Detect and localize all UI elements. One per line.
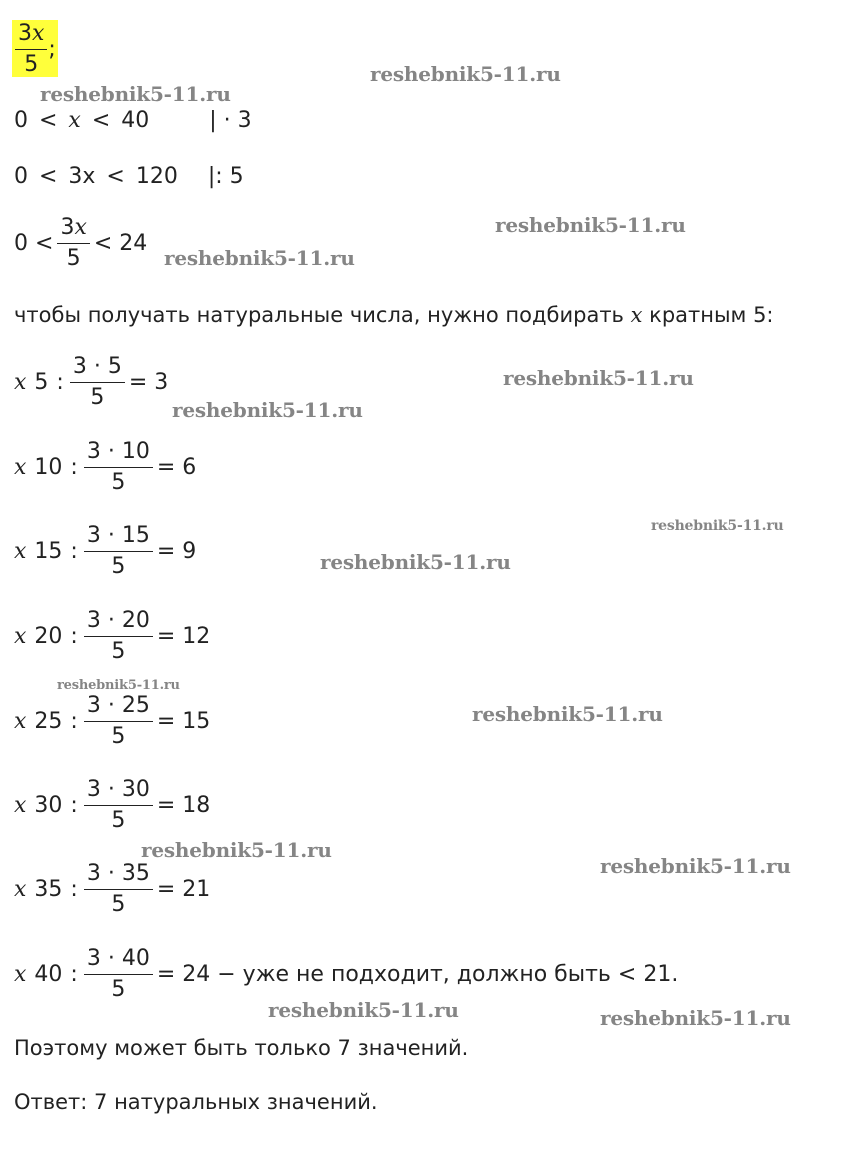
explanation-text: чтобы получать натуральные числа, нужно подбирать x кратным 5:	[14, 303, 774, 327]
division-sign: :	[70, 962, 78, 988]
fraction-denominator: 5	[84, 974, 153, 1002]
fraction-numerator: 3 · 15	[86, 523, 150, 548]
inequality-left: 0 <	[14, 231, 54, 257]
calculation-row	[14, 694, 210, 749]
fraction-numerator: 3x	[18, 21, 45, 46]
fraction	[57, 216, 89, 271]
fraction-denominator: 5	[15, 49, 47, 77]
x-value: 30	[34, 793, 63, 819]
fraction-suffix: ;	[48, 37, 56, 63]
x-value: 10	[34, 455, 63, 481]
fraction	[84, 694, 153, 749]
result-value: = 15	[156, 709, 211, 735]
fraction-denominator: 5	[84, 805, 153, 833]
fraction	[84, 947, 153, 1002]
fraction	[84, 524, 153, 579]
inequality-line-1	[14, 108, 252, 133]
result-value: = 6	[156, 455, 197, 481]
division-sign: :	[56, 370, 64, 396]
inequality-op: |: 5	[207, 164, 244, 189]
fraction-denominator: 5	[70, 382, 125, 410]
result-comment: − уже не подходит, должно быть < 21.	[210, 962, 679, 988]
variable-x: x	[14, 370, 27, 396]
inequality-line-3	[14, 216, 147, 271]
variable-x: x	[14, 709, 27, 735]
conclusion-text: Поэтому может быть только 7 значений.	[14, 1036, 469, 1060]
division-sign: :	[70, 624, 78, 650]
calculation-row	[14, 947, 678, 1002]
variable-x: x	[14, 624, 27, 650]
watermark: reshebnik5-11.ru	[651, 518, 784, 534]
variable-x: x	[14, 962, 27, 988]
result-value: = 12	[156, 624, 211, 650]
watermark: reshebnik5-11.ru	[472, 702, 663, 726]
x-value: 25	[34, 709, 63, 735]
fraction-numerator: 3 · 25	[86, 693, 150, 718]
inequality-line-2	[14, 164, 244, 189]
watermark: reshebnik5-11.ru	[600, 854, 791, 878]
calculation-row	[14, 862, 210, 917]
division-sign: :	[70, 709, 78, 735]
variable-x: x	[14, 877, 27, 903]
result-value: = 21	[156, 877, 211, 903]
fraction	[84, 862, 153, 917]
fraction-denominator: 5	[57, 243, 89, 271]
fraction-numerator: 3 · 35	[86, 861, 150, 886]
fraction-numerator: 3 · 30	[86, 777, 150, 802]
x-value: 15	[34, 539, 63, 565]
x-value: 5	[34, 370, 49, 396]
calculation-row	[14, 524, 196, 579]
watermark: reshebnik5-11.ru	[600, 1006, 791, 1030]
answer-text: Ответ: 7 натуральных значений.	[14, 1090, 378, 1114]
fraction	[15, 22, 47, 77]
watermark: reshebnik5-11.ru	[370, 62, 561, 86]
calculation-row	[14, 778, 210, 833]
inequality-expr: 0 < x < 40	[14, 108, 150, 133]
fraction-denominator: 5	[84, 889, 153, 917]
fraction-numerator: 3 · 40	[86, 946, 150, 971]
division-sign: :	[70, 877, 78, 903]
watermark: reshebnik5-11.ru	[172, 398, 363, 422]
fraction-numerator: 3x	[60, 215, 87, 240]
fraction-denominator: 5	[84, 467, 153, 495]
result-value: = 9	[156, 539, 197, 565]
inequality-op: | · 3	[209, 108, 252, 133]
header-fraction	[12, 20, 58, 77]
calculation-row	[14, 609, 210, 664]
result-value: = 24	[156, 962, 211, 988]
variable-x: x	[14, 793, 27, 819]
result-value: = 18	[156, 793, 211, 819]
highlight-mark	[12, 20, 58, 77]
division-sign: :	[70, 455, 78, 481]
fraction-denominator: 5	[84, 636, 153, 664]
x-value: 20	[34, 624, 63, 650]
calculation-row	[14, 440, 196, 495]
watermark: reshebnik5-11.ru	[164, 246, 355, 270]
fraction	[84, 778, 153, 833]
division-sign: :	[70, 793, 78, 819]
inequality-right: < 24	[93, 231, 148, 257]
watermark: reshebnik5-11.ru	[503, 366, 694, 390]
result-value: = 3	[128, 370, 169, 396]
variable-x: x	[14, 539, 27, 565]
watermark: reshebnik5-11.ru	[495, 213, 686, 237]
watermark: reshebnik5-11.ru	[268, 998, 459, 1022]
calculation-row	[14, 355, 168, 410]
watermark: reshebnik5-11.ru	[141, 838, 332, 862]
x-value: 40	[34, 962, 63, 988]
x-value: 35	[34, 877, 63, 903]
fraction-numerator: 3 · 5	[72, 354, 122, 379]
watermark: reshebnik5-11.ru	[57, 678, 180, 693]
fraction	[84, 440, 153, 495]
inequality-expr: 0 < 3x < 120	[14, 164, 178, 189]
variable-x: x	[14, 455, 27, 481]
fraction-numerator: 3 · 20	[86, 608, 150, 633]
watermark: reshebnik5-11.ru	[320, 550, 511, 574]
fraction-denominator: 5	[84, 721, 153, 749]
fraction-denominator: 5	[84, 551, 153, 579]
division-sign: :	[70, 539, 78, 565]
fraction	[84, 609, 153, 664]
fraction-numerator: 3 · 10	[86, 439, 150, 464]
watermark: reshebnik5-11.ru	[40, 82, 231, 106]
fraction	[70, 355, 125, 410]
